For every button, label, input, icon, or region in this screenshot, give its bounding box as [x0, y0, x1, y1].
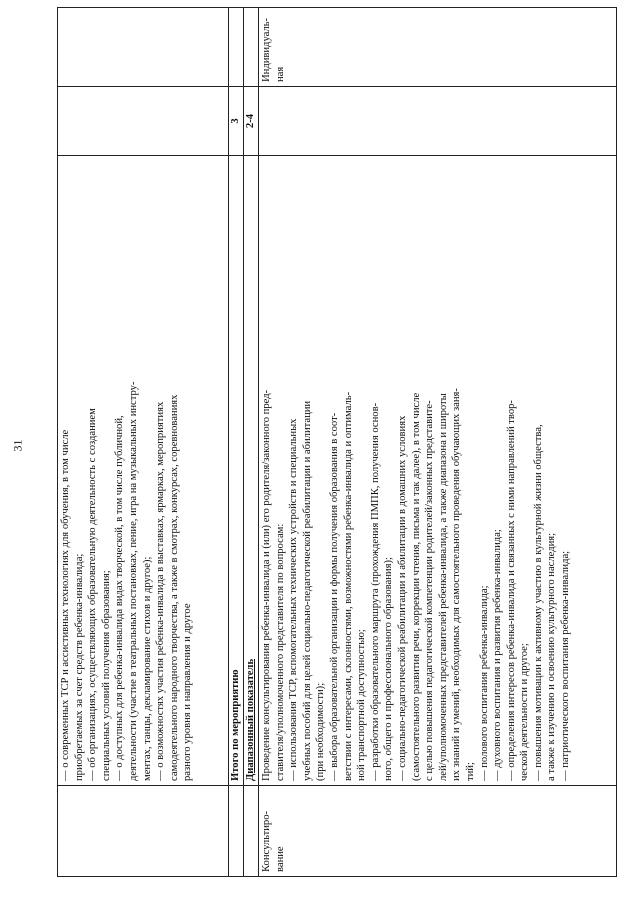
table-row-range	[244, 8, 259, 877]
text-line: — полового воспитания ребенка-инвалида;	[478, 585, 490, 781]
text-line: — о современных ТСР и ассистивных технологиях для обучения, в том числе	[60, 429, 71, 781]
count-cell	[259, 87, 617, 156]
empty-cell	[244, 8, 259, 87]
text-line: самодеятельного народного творчества, а также в смотрах, конкурсах, соревнованиях	[168, 394, 180, 781]
text-line: — социально-педагогической реабилитации и абилитации в домашних условиях	[396, 415, 408, 781]
count-cell	[58, 87, 229, 156]
total-value: 3	[229, 87, 244, 156]
description-cell	[58, 156, 229, 786]
text-line: (самостоятельного развития речи, коррекции чтения, письма и так далее), в том числе	[410, 392, 422, 781]
text-line: их знаний и умений, необходимых для самостоятельного проведения обучающих заня-	[451, 388, 463, 781]
text-line: — об организациях, осуществляющих образовательную деятельность с созданием	[87, 408, 99, 781]
text-line: лей/уполномоченных представителей ребенка-инвалида, а также диапазона и широты	[437, 393, 449, 781]
empty-cell	[244, 786, 259, 877]
text-line: разного уровня и направления и другое	[182, 603, 194, 781]
text-line: ного, общего и профессионального образования);	[383, 557, 395, 781]
text-line: — использования ТСР, вспомогательных технических устройств и специальных	[288, 418, 300, 781]
page-number: 31	[10, 439, 25, 452]
activity-name-cell: Консультиро-вание	[259, 786, 617, 877]
text-line: с целью повышения педагогической компетенции родителей/законных представите-	[424, 400, 436, 781]
text-line: ментах, танцы, декламирование стихов и другое);	[141, 556, 153, 781]
table-row	[58, 8, 229, 877]
text-line: ветствии с интересами, склонностями, возможностями ребенка-инвалида и оптималь-	[342, 391, 354, 781]
table-row	[259, 8, 617, 877]
empty-cell	[229, 8, 244, 87]
text-line: специальных условий получения образования;	[100, 570, 112, 781]
range-label: Диапазонный показатель	[244, 156, 259, 786]
form-cell: Индивидуаль-ная	[259, 8, 617, 87]
text-line: — о возможностях участия ребенка-инвалида в выставках, ярмарках, мероприятиях	[155, 401, 167, 781]
text-line: приобретаемых за счет средств ребенка-инвалида;	[73, 553, 85, 781]
text-line: Проведение консультирования ребенка-инвалида и (или) его родителя/законного пред-	[261, 389, 272, 781]
text-line: тий;	[464, 762, 476, 781]
activity-name-cell	[58, 786, 229, 877]
text-line: учебных пособий для целей социально-педагогической реабилитации и абилитации	[301, 400, 313, 781]
description-cell	[259, 156, 617, 786]
total-label: Итого по мероприятию	[229, 156, 244, 786]
text-line: (при необходимости);	[315, 682, 327, 781]
rehab-table	[57, 7, 617, 877]
text-line: — разработки образовательного маршрута (прохождения ПМПК, получения основ-	[369, 402, 381, 781]
table-row-total	[229, 8, 244, 877]
text-line: — выбора образовательной организации и формы получения образования в соот-	[328, 412, 340, 781]
text-line: ческой деятельности и другое;	[519, 643, 531, 781]
rotated-page	[57, 7, 617, 877]
text-line: ной транспортной доступностью;	[356, 629, 368, 781]
text-line: — патриотического воспитания ребенка-инвалида;	[560, 550, 572, 781]
text-line: деятельности (участие в театральных постановках, пение, игра на музыкальных инстру-	[127, 381, 139, 781]
text-line: — повышения мотивации к активному участию в культурной жизни общества,	[532, 424, 544, 781]
empty-cell	[229, 786, 244, 877]
form-cell	[58, 8, 229, 87]
text-line: ставителя/уполномоченного представителя по вопросам:	[274, 523, 286, 781]
text-line: — о доступных для ребенка-инвалида видах творческой, в том числе публичной,	[114, 415, 126, 781]
text-line: — определения интересов ребенка-инвалида и связанных с ними направлений твор-	[505, 400, 517, 781]
text-line: — духовного воспитания и развития ребенка-инвалида;	[492, 529, 504, 781]
text-line: а также к изучению и освоению культурного наследия;	[546, 532, 558, 781]
range-value: 2-4	[244, 87, 259, 156]
